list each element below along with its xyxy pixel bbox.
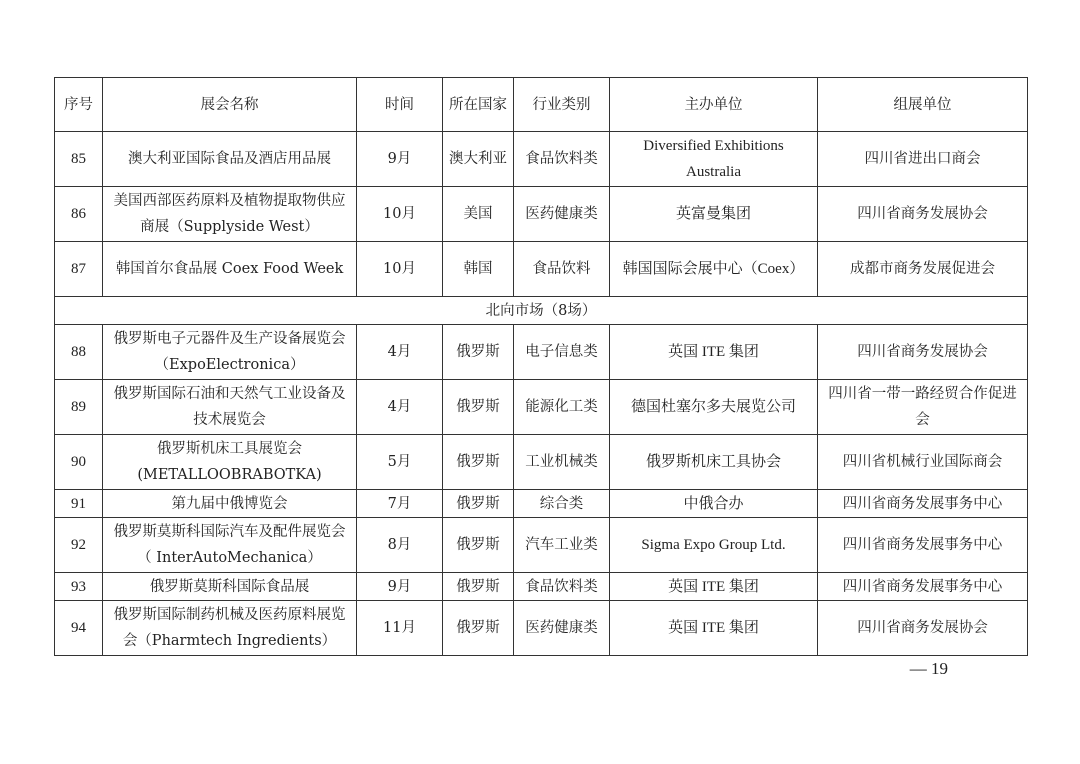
header-cell: 行业类别 (514, 78, 610, 132)
cell-time: 7月 (357, 490, 443, 518)
header-cell: 主办单位 (610, 78, 818, 132)
cell-country: 美国 (443, 187, 514, 242)
cell-time: 5月 (357, 435, 443, 490)
cell-host: 德国杜塞尔多夫展览公司 (610, 380, 818, 435)
cell-host: 中俄合办 (610, 490, 818, 518)
cell-no: 93 (55, 573, 103, 601)
cell-name: 澳大利亚国际食品及酒店用品展 (103, 132, 357, 187)
cell-name: 俄罗斯电子元器件及生产设备展览会（ExpoElectronica） (103, 325, 357, 380)
cell-country: 澳大利亚 (443, 132, 514, 187)
table-row (55, 490, 1028, 518)
header-cell: 时间 (357, 78, 443, 132)
page-number: — 19 (909, 659, 948, 678)
header-cell: 组展单位 (818, 78, 1028, 132)
cell-industry: 食品饮料类 (514, 573, 610, 601)
table-row (55, 435, 1028, 490)
cell-host: 韩国国际会展中心（Coex） (610, 242, 818, 297)
cell-name: 韩国首尔食品展 Coex Food Week (103, 242, 357, 297)
cell-org: 四川省商务发展事务中心 (818, 573, 1028, 601)
cell-time: 11月 (357, 601, 443, 656)
cell-no: 85 (55, 132, 103, 187)
cell-industry: 工业机械类 (514, 435, 610, 490)
cell-name: 俄罗斯国际制药机械及医药原料展览会（Pharmtech Ingredients） (103, 601, 357, 656)
cell-country: 俄罗斯 (443, 601, 514, 656)
cell-country: 俄罗斯 (443, 490, 514, 518)
cell-host: 英国 ITE 集团 (610, 325, 818, 380)
cell-org: 四川省商务发展协会 (818, 325, 1028, 380)
cell-name: 俄罗斯莫斯科国际汽车及配件展览会（ InterAutoMechanica） (103, 518, 357, 573)
cell-org: 四川省商务发展事务中心 (818, 518, 1028, 573)
table-row (55, 601, 1028, 656)
cell-country: 俄罗斯 (443, 380, 514, 435)
cell-host: 英富曼集团 (610, 187, 818, 242)
cell-time: 10月 (357, 242, 443, 297)
cell-industry: 食品饮料 (514, 242, 610, 297)
cell-no: 91 (55, 490, 103, 518)
cell-org: 四川省一带一路经贸合作促进会 (818, 380, 1028, 435)
section-row (55, 297, 1028, 325)
cell-industry: 能源化工类 (514, 380, 610, 435)
section-title: 北向市场（8场） (55, 297, 1028, 325)
cell-host: 俄罗斯机床工具协会 (610, 435, 818, 490)
table-row (55, 132, 1028, 187)
header-cell: 序号 (55, 78, 103, 132)
header-cell: 展会名称 (103, 78, 357, 132)
cell-org: 四川省商务发展事务中心 (818, 490, 1028, 518)
cell-country: 俄罗斯 (443, 573, 514, 601)
cell-time: 4月 (357, 380, 443, 435)
cell-org: 四川省机械行业国际商会 (818, 435, 1028, 490)
cell-no: 94 (55, 601, 103, 656)
cell-host: 英国 ITE 集团 (610, 573, 818, 601)
cell-name: 俄罗斯机床工具展览会 (METALLOOBRABOTKA) (103, 435, 357, 490)
table-row (55, 187, 1028, 242)
cell-industry: 电子信息类 (514, 325, 610, 380)
cell-org: 四川省商务发展协会 (818, 187, 1028, 242)
cell-industry: 医药健康类 (514, 601, 610, 656)
table-row (55, 518, 1028, 573)
table-row (55, 325, 1028, 380)
cell-no: 88 (55, 325, 103, 380)
header-row (55, 78, 1028, 132)
table-row (55, 380, 1028, 435)
cell-industry: 汽车工业类 (514, 518, 610, 573)
cell-time: 4月 (357, 325, 443, 380)
cell-time: 9月 (357, 132, 443, 187)
exhibition-table (54, 77, 1028, 656)
cell-name: 第九届中俄博览会 (103, 490, 357, 518)
cell-no: 90 (55, 435, 103, 490)
cell-name: 俄罗斯莫斯科国际食品展 (103, 573, 357, 601)
cell-industry: 医药健康类 (514, 187, 610, 242)
cell-country: 韩国 (443, 242, 514, 297)
cell-country: 俄罗斯 (443, 325, 514, 380)
cell-no: 87 (55, 242, 103, 297)
cell-no: 92 (55, 518, 103, 573)
cell-org: 四川省商务发展协会 (818, 601, 1028, 656)
cell-org: 成都市商务发展促进会 (818, 242, 1028, 297)
cell-name: 美国西部医药原料及植物提取物供应商展（Supplyside West） (103, 187, 357, 242)
cell-country: 俄罗斯 (443, 435, 514, 490)
cell-host: Sigma Expo Group Ltd. (610, 518, 818, 573)
cell-industry: 综合类 (514, 490, 610, 518)
cell-time: 10月 (357, 187, 443, 242)
cell-time: 8月 (357, 518, 443, 573)
cell-name: 俄罗斯国际石油和天然气工业设备及技术展览会 (103, 380, 357, 435)
header-cell: 所在国家 (443, 78, 514, 132)
cell-time: 9月 (357, 573, 443, 601)
table-row (55, 242, 1028, 297)
cell-no: 86 (55, 187, 103, 242)
cell-no: 89 (55, 380, 103, 435)
cell-country: 俄罗斯 (443, 518, 514, 573)
cell-org: 四川省进出口商会 (818, 132, 1028, 187)
cell-host: Diversified Exhibitions Australia (610, 132, 818, 187)
cell-industry: 食品饮料类 (514, 132, 610, 187)
table-row (55, 573, 1028, 601)
cell-host: 英国 ITE 集团 (610, 601, 818, 656)
